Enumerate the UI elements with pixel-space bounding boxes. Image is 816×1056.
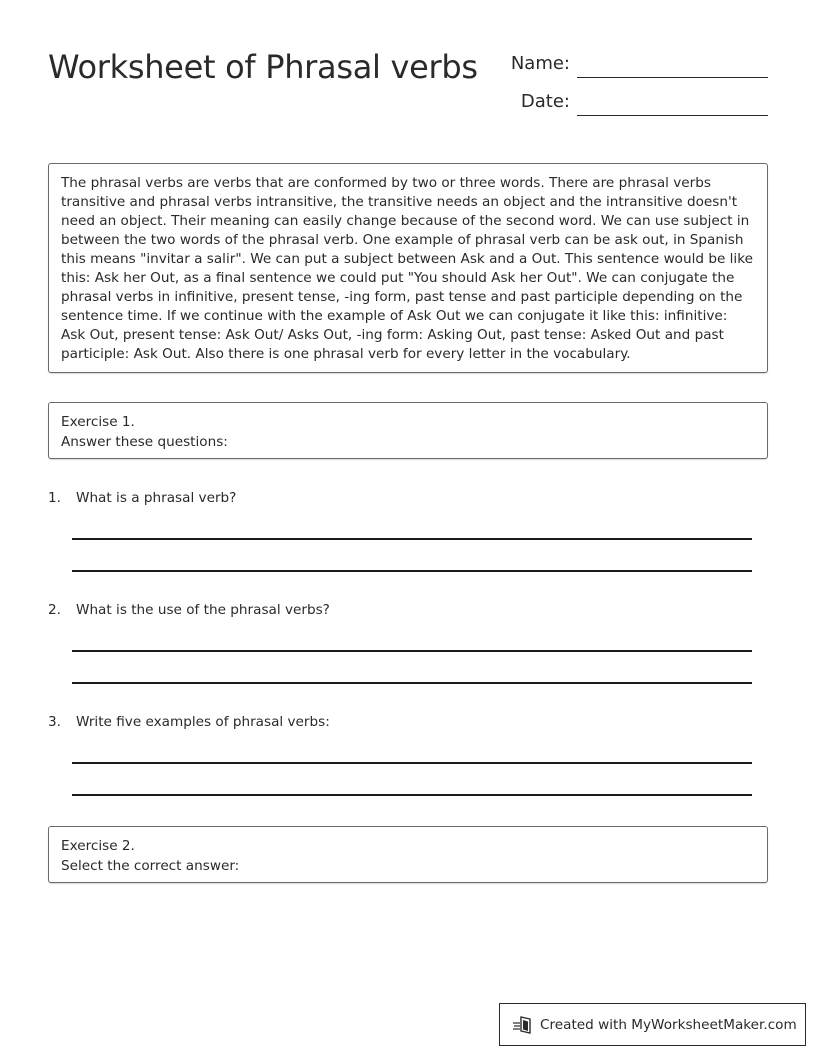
exercise-2-title: Exercise 2. [61,838,135,854]
exercise-1-instruction: Answer these questions: [61,434,228,450]
date-label: Date: [520,91,570,112]
answer-line-1a[interactable] [72,538,752,540]
footer-text: Created with MyWorksheetMaker.com [540,1016,797,1033]
exercise-2-instruction: Select the correct answer: [61,858,240,874]
question-2 [48,602,330,618]
question-3-text: Write five examples of phrasal verbs: [76,714,330,730]
answer-line-2a[interactable] [72,650,752,652]
name-field[interactable] [577,77,768,78]
page-title: Worksheet of Phrasal verbs [48,48,478,86]
question-2-text: What is the use of the phrasal verbs? [76,602,330,618]
name-label: Name: [510,53,570,74]
exercise-1-box [48,402,768,459]
intro-text: The phrasal verbs are verbs that are conformed by two or three words. There are phrasal verbs transitive and phrasal verbs intransitive, the transitive needs an object and the intransitive doesn't need an object. Their meaning can easily change because of the second word. We can use subject in between the two words of the phrasal verb. One example of phrasal verb can be ask out, in Spanish this means "invitar a salir". We can put a subject between Ask and a Out. This sentence would be like this: Ask her Out, as a final sentence we could put "You should Ask her Out". We can conjugate the phrasal verbs in infinitive, present tense, -ing form, past tense and past participle depending on the sentence time. If we continue with the example of Ask Out we can conjugate it like this: infinitive: Ask Out, present tense: Ask Out/ Asks Out, -ing form: Asking Out, past tense: Asked Out and past participle: Ask Out. Also there is one phrasal verb for every letter in the vocabulary. [61,175,753,362]
question-1-text: What is a phrasal verb? [76,490,237,506]
question-1-number: 1. [48,490,61,506]
question-1 [48,490,236,506]
date-field[interactable] [577,115,768,116]
question-2-number: 2. [48,602,61,618]
worksheet-maker-logo-icon [512,1014,534,1036]
answer-line-3a[interactable] [72,762,752,764]
intro-text-box [48,163,768,373]
question-3-number: 3. [48,714,61,730]
answer-line-3b[interactable] [72,794,752,796]
exercise-1-title: Exercise 1. [61,414,135,430]
exercise-2-box [48,826,768,883]
footer-credit[interactable] [499,1003,806,1046]
answer-line-1b[interactable] [72,570,752,572]
answer-line-2b[interactable] [72,682,752,684]
question-3 [48,714,330,730]
